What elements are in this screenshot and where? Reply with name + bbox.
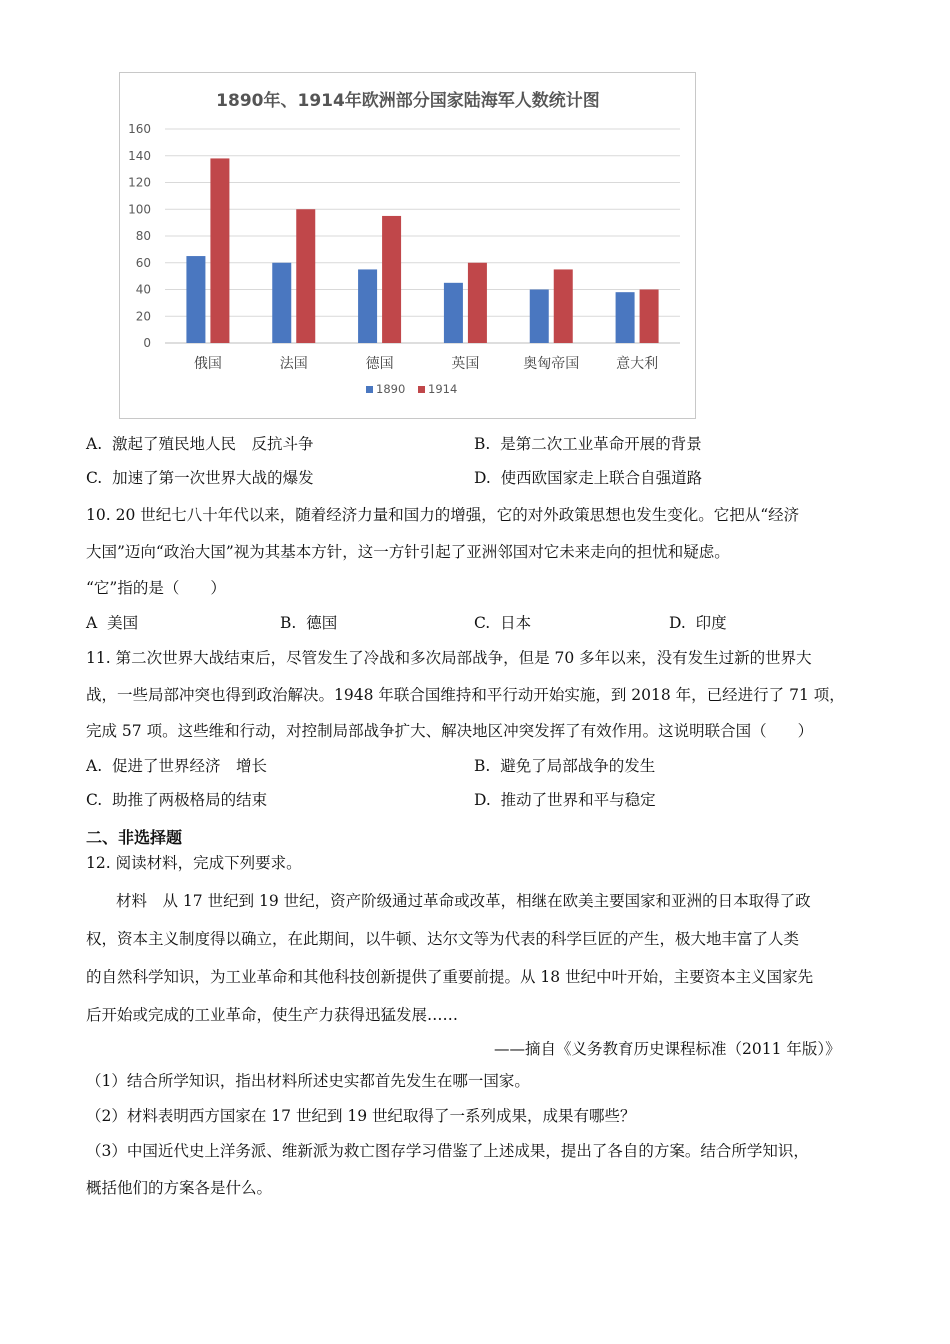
q11-stem-line2: 战，一些局部冲突也得到政治解决。1948 年联合国维持和平行动开始实施，到 2018 年，已经进行了 71 项，	[86, 686, 845, 704]
option-text: 印度	[695, 614, 727, 632]
material-line-3: 的自然科学知识，为工业革命和其他科技创新提供了重要前提。从 18 世纪中叶开始，主要资本主义国家先	[86, 968, 814, 986]
bar-1890	[530, 290, 549, 344]
q9-option-d[interactable]	[474, 468, 702, 488]
q10-stem-line2: 大国”迈向“政治大国”视为其基本方针，这一方针引起了亚洲邻国对它未来走向的担忧和疑虑。	[86, 543, 730, 561]
q12-sub3-line2: 概括他们的方案各是什么。	[86, 1179, 273, 1197]
q12-stem: 12. 阅读材料，完成下列要求。	[86, 854, 302, 872]
q11-stem-line3: 完成 57 项。这些维和行动，对控制局部战争扩大、解决地区冲突发挥了有效作用。这说明联合国（ ）	[86, 722, 814, 740]
option-letter: A.	[86, 435, 103, 453]
option-letter: C.	[86, 469, 103, 487]
y-tick-label: 160	[128, 122, 151, 136]
q9-option-c[interactable]	[86, 468, 314, 488]
option-letter: D.	[669, 614, 686, 632]
legend-label-1890: 1890	[376, 382, 406, 396]
option-text: 助推了两极格局的结束	[112, 791, 268, 809]
bar-1914	[554, 269, 573, 343]
option-text: 激起了殖民地人民 反抗斗争	[111, 435, 314, 453]
bar-1914	[382, 216, 401, 343]
option-text: 是第二次工业革命开展的背景	[500, 435, 702, 453]
y-tick-label: 60	[135, 255, 151, 270]
x-tick-label: 俄国	[193, 356, 222, 372]
y-tick-label: 80	[135, 229, 151, 243]
bar-1914	[210, 158, 229, 343]
q12-sub3-line1: （3）中国近代史上洋务派、维新派为救亡图存学习借鉴了上述成果，提出了各自的方案。结合所学知识，	[86, 1142, 809, 1160]
bar-1890	[358, 269, 377, 343]
bar-1914	[468, 263, 487, 343]
option-letter: A.	[86, 757, 103, 775]
y-tick-label: 120	[128, 175, 151, 190]
q11-stem-line1: 11. 第二次世界大战结束后，尽管发生了冷战和多次局部战争，但是 70 多年以来，没有发生过新的世界大	[86, 649, 812, 667]
option-text: 美国	[107, 614, 139, 632]
x-tick-label: 德国	[365, 356, 394, 372]
material-line-2: 权，资本主义制度得以确立，在此期间，以牛顿、达尔文等为代表的科学巨匠的产生，极大地丰富了人类	[86, 930, 800, 948]
bar-1890	[616, 292, 635, 343]
section-heading: 二、非选择题	[86, 828, 183, 847]
material-line-4: 后开始或完成的工业革命，使生产力获得迅猛发展……	[86, 1006, 459, 1024]
x-tick-label: 法国	[279, 356, 308, 372]
option-text: 避免了局部战争的发生	[500, 757, 656, 775]
option-text: 使西欧国家走上联合自强道路	[500, 469, 703, 487]
material-source: ——摘自《义务教育历史课程标准（2011 年版）》	[494, 1040, 841, 1058]
option-letter: B.	[474, 435, 491, 453]
y-tick-label: 140	[128, 148, 151, 163]
option-text: 日本	[500, 614, 532, 632]
q10-stem-line1: 10. 20 世纪七八十年代以来，随着经济力量和国力的增强，它的对外政策思想也发生变化。它把从“经济	[86, 506, 800, 524]
option-text: 推动了世界和平与稳定	[500, 791, 656, 809]
option-text: 德国	[306, 614, 338, 632]
bar-1914	[296, 209, 315, 343]
q11-option-b[interactable]	[474, 756, 655, 776]
x-tick-label: 奥匈帝国	[523, 356, 580, 372]
bar-1890	[186, 256, 205, 343]
q12-sub1: （1）结合所学知识，指出材料所述史实都首先发生在哪一国家。	[86, 1072, 530, 1090]
option-text: 促进了世界经济 增长	[111, 757, 267, 775]
y-tick-label: 100	[128, 202, 151, 217]
legend-label-1914: 1914	[428, 382, 458, 396]
chart-svg	[120, 73, 695, 418]
option-letter: A	[86, 614, 98, 632]
x-tick-label: 英国	[451, 356, 480, 372]
y-tick-label: 40	[135, 282, 151, 297]
q10-option-b[interactable]	[280, 613, 337, 633]
chart-title: 1890年、1914年欧洲部分国家陆海军人数统计图	[216, 91, 600, 111]
q10-option-a[interactable]	[86, 613, 138, 633]
option-text: 加速了第一次世界大战的爆发	[112, 469, 314, 487]
q9-option-a[interactable]	[86, 434, 314, 454]
y-tick-label: 0	[143, 336, 151, 350]
option-letter: C.	[86, 791, 103, 809]
bar-1890	[444, 283, 463, 343]
option-letter: B.	[280, 614, 297, 632]
legend-swatch-1914	[418, 386, 425, 393]
q9-option-b[interactable]	[474, 434, 702, 454]
q10-option-c[interactable]	[474, 613, 531, 633]
q12-sub2: （2）材料表明西方国家在 17 世纪到 19 世纪取得了一系列成果，成果有哪些？	[86, 1107, 636, 1125]
q10-option-d[interactable]	[669, 613, 727, 633]
x-tick-label: 意大利	[616, 356, 659, 372]
option-letter: D.	[474, 791, 491, 809]
q11-option-d[interactable]	[474, 790, 656, 810]
option-letter: D.	[474, 469, 491, 487]
option-letter: C.	[474, 614, 491, 632]
q11-option-c[interactable]	[86, 790, 267, 810]
army-chart	[119, 72, 696, 419]
bar-1914	[640, 290, 659, 344]
y-tick-label: 20	[135, 309, 151, 324]
material-line-1: 材料 从 17 世纪到 19 世纪，资产阶级通过革命或改革，相继在欧美主要国家和亚洲的日本取得了政	[116, 892, 811, 910]
option-letter: B.	[474, 757, 491, 775]
bar-1890	[272, 263, 291, 343]
q10-stem-line3: “它”指的是（ ）	[86, 579, 226, 597]
q11-option-a[interactable]	[86, 756, 267, 776]
legend-swatch-1890	[366, 386, 373, 393]
